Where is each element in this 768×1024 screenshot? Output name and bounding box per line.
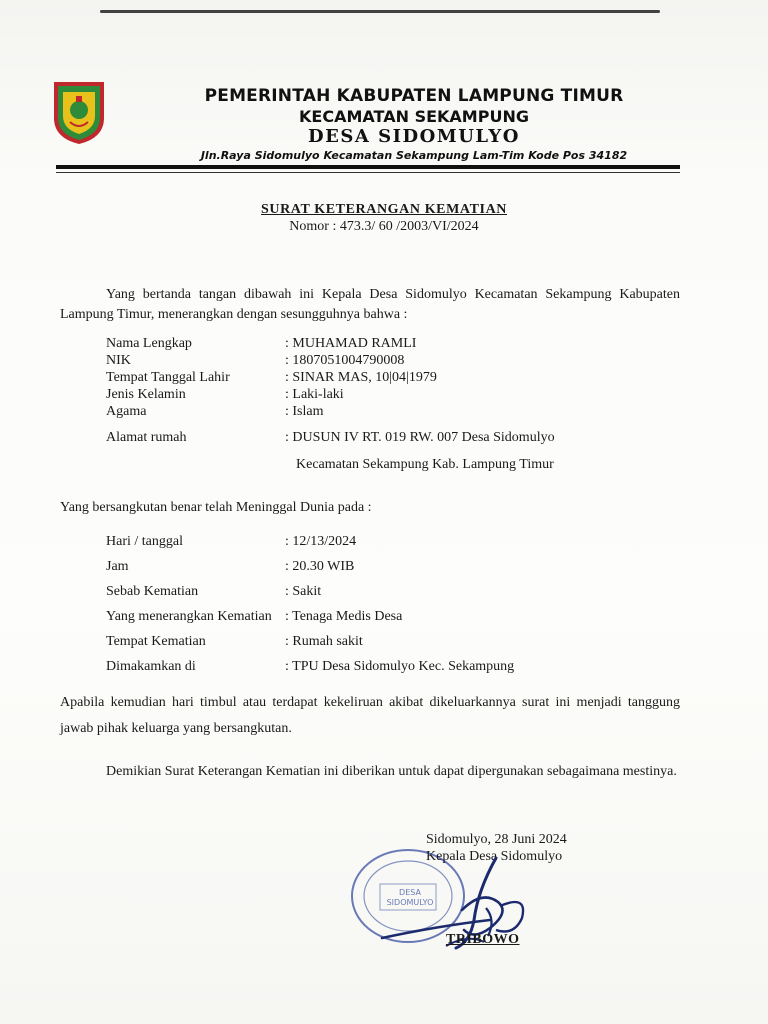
death-value: : Tenaga Medis Desa	[285, 609, 403, 624]
stamp-text: DESA SIDOMULYO	[386, 888, 434, 907]
letterhead-village: DESA SIDOMULYO	[308, 126, 520, 147]
detail-label: Tempat Tanggal Lahir	[106, 370, 230, 385]
letterhead-government: PEMERINTAH KABUPATEN LAMPUNG TIMUR	[204, 86, 624, 106]
detail-label: Agama	[106, 404, 147, 419]
document-title: SURAT KETERANGAN KEMATIAN	[260, 202, 508, 217]
death-value: : 20.30 WIB	[285, 559, 355, 574]
document-number: Nomor : 473.3/ 60 /2003/VI/2024	[289, 219, 479, 234]
detail-value: : 1807051004790008	[285, 353, 405, 368]
death-label: Hari / tanggal	[106, 534, 183, 549]
intro-paragraph: Yang bertanda tangan dibawah ini Kepala Desa Sidomulyo Kecamatan Sekampung Kabupaten Lampung Timur, menerangkan dengan sesungguhnya bahwa :	[60, 287, 680, 322]
death-label: Dimakamkan di	[106, 659, 196, 674]
detail-value: : Laki-laki	[285, 387, 344, 402]
detail-value: : Islam	[285, 404, 324, 419]
detail-label: Alamat rumah	[106, 430, 187, 445]
page-edge-line	[100, 10, 660, 13]
detail-label: NIK	[106, 353, 131, 368]
detail-value: : MUHAMAD RAMLI	[285, 336, 417, 351]
letterhead-address: Jln.Raya Sidomulyo Kecamatan Sekampung Lam-Tim Kode Pos 34182	[200, 149, 628, 162]
detail-value: : DUSUN IV RT. 019 RW. 007 Desa Sidomulyo	[285, 430, 555, 445]
detail-value: : SINAR MAS, 10|04|1979	[285, 370, 437, 385]
signature-title: Kepala Desa Sidomulyo	[426, 849, 563, 864]
detail-value: Kecamatan Sekampung Kab. Lampung Timur	[296, 457, 554, 472]
letterhead-divider	[56, 165, 680, 169]
detail-label: Nama Lengkap	[106, 336, 192, 351]
letterhead-divider-thin	[56, 172, 680, 173]
letterhead-district: KECAMATAN SEKAMPUNG	[299, 107, 529, 126]
signatory-name: TRIBOWO	[446, 932, 520, 947]
death-value: : Rumah sakit	[285, 634, 363, 649]
death-intro: Yang bersangkutan benar telah Meninggal Dunia pada :	[60, 500, 372, 515]
death-value: : TPU Desa Sidomulyo Kec. Sekampung	[285, 659, 515, 674]
signature-place-date: Sidomulyo, 28 Juni 2024	[426, 832, 567, 847]
death-label: Yang menerangkan Kematian	[106, 609, 272, 624]
death-label: Sebab Kematian	[106, 584, 199, 599]
responsibility-note: Apabila kemudian hari timbul atau terdapat kekeliruan akibat dikeluarkannya surat ini menjadi tanggung jawab pihak keluarga yang bersangkutan.	[60, 695, 680, 736]
death-value: : Sakit	[285, 584, 322, 599]
detail-label: Jenis Kelamin	[106, 387, 186, 402]
closing-paragraph: Demikian Surat Keterangan Kematian ini diberikan untuk dapat dipergunakan sebagaimana mestinya.	[106, 764, 677, 779]
death-label: Jam	[106, 559, 129, 574]
death-value: : 12/13/2024	[285, 534, 357, 549]
death-label: Tempat Kematian	[106, 634, 206, 649]
